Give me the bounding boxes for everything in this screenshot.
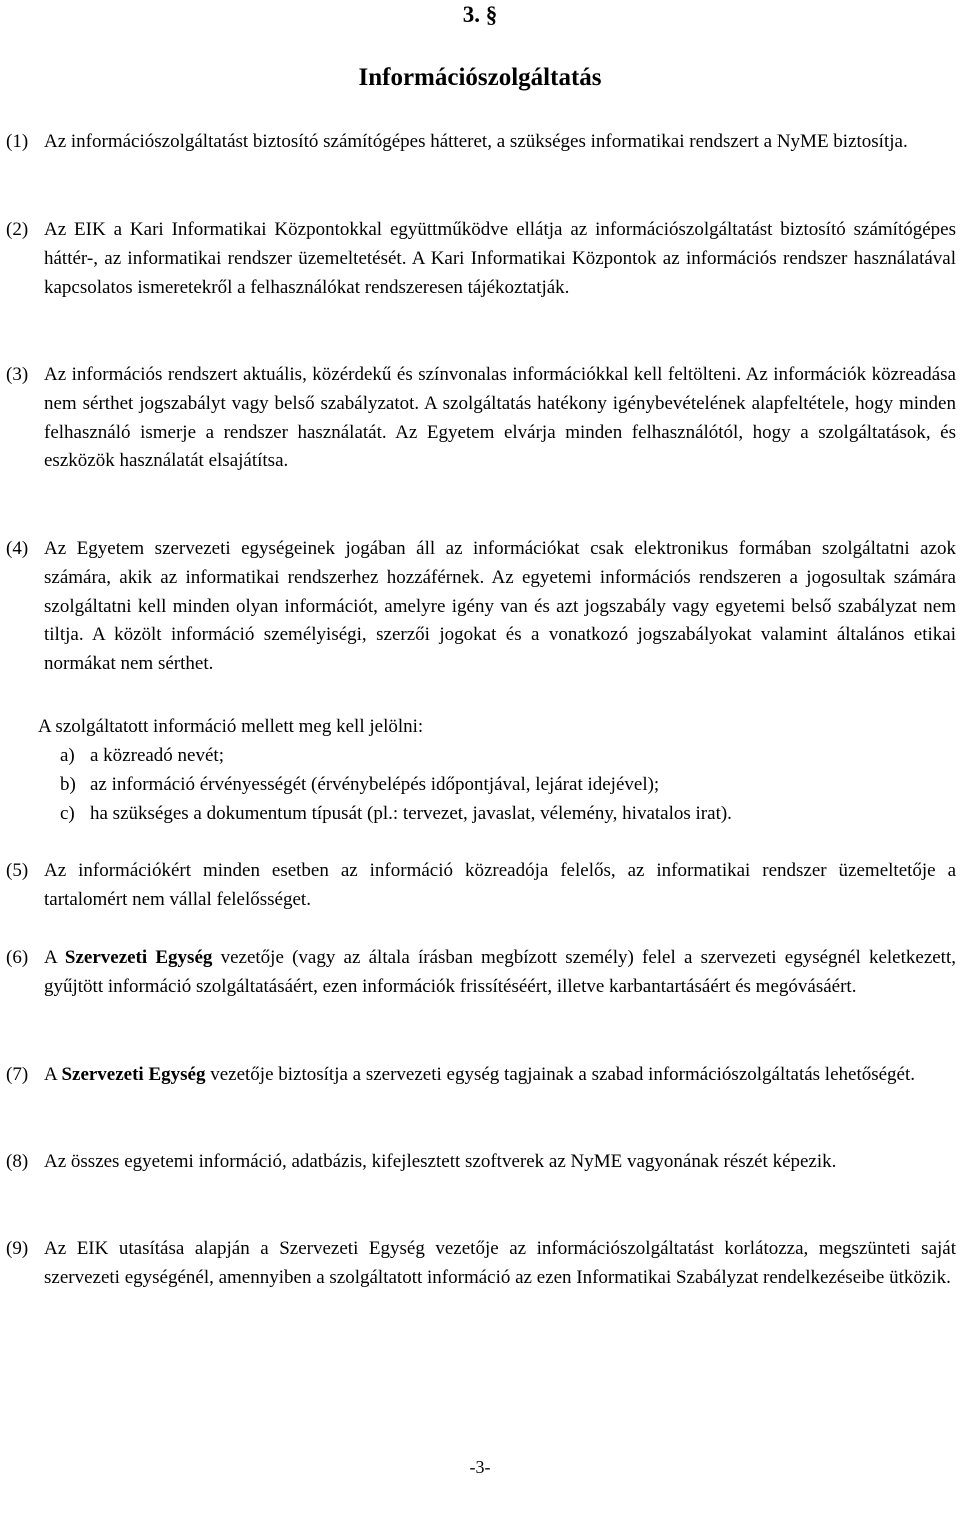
list-item-a	[60, 742, 956, 771]
paragraph-text-bold: Szervezeti Egység	[64, 947, 213, 968]
paragraph-text-bold: Szervezeti Egység	[61, 1064, 206, 1085]
paragraph-number: (4)	[6, 538, 29, 559]
list-item-b	[60, 771, 956, 800]
paragraph-5	[6, 857, 956, 915]
paragraph-number: (1)	[6, 131, 29, 152]
list-item-label: a)	[60, 745, 75, 766]
page-title: Információszolgáltatás	[358, 64, 602, 91]
paragraph-text: Az információszolgáltatást biztosító számítógépes hátteret, a szükséges informatikai rendszert a NyME biztosítja.	[44, 131, 908, 152]
paragraph-1	[6, 128, 956, 157]
page-number: -3-	[469, 1457, 491, 1477]
list-item-label: b)	[60, 774, 76, 795]
paragraph-4	[6, 535, 956, 679]
list-item-text: ha szükséges a dokumentum típusát (pl.: tervezet, javaslat, vélemény, hivatalos irat).	[90, 803, 732, 824]
paragraph-text: Az Egyetem szervezeti egységeinek jogában áll az információkat csak elektronikus formában szolgáltatni azok számára, akik az informatikai rendszerhez hozzáférnek. Az egyetemi információs rendszeren a jogosultak számára szolgáltatni kell minden olyan információt, amelyre igény van és azt jogszabály vagy egyetemi belső szabályzat nem tiltja. A közölt információ személyiségi, szerzői jogokat és a vonatkozó jogszabályokat valamint általános etikai normákat nem sérthet.	[44, 538, 956, 675]
paragraph-text	[44, 944, 956, 1002]
paragraph-number: (2)	[6, 219, 29, 240]
paragraph-number: (7)	[6, 1064, 29, 1085]
section-number-text: 3. §	[462, 2, 498, 27]
paragraph-text: Az információs rendszert aktuális, közérdekű és színvonalas információkkal kell feltölteni. Az információk közreadása nem sérthet jogszabályt vagy belső szabályzatot. A szolgáltatás hatékony igénybevételének alapfeltétele, hogy minden felhasználó ismerje a rendszer használatát. Az Egyetem elvárja minden felhasználótól, hogy a szolgáltatások, és eszközök használatát elsajátítsa.	[44, 364, 956, 472]
paragraph-number: (5)	[6, 860, 29, 881]
paragraph-text-pre: A	[44, 947, 65, 968]
paragraph-number: (9)	[6, 1238, 29, 1259]
paragraph-8	[6, 1148, 956, 1177]
paragraph-4-sub-intro: A szolgáltatott információ mellett meg kell jelölni:	[38, 716, 424, 737]
paragraph-3	[6, 361, 956, 476]
paragraph-text-post: vezetője biztosítja a szervezeti egység tagjainak a szabad információszolgáltatás lehetőségét.	[205, 1064, 916, 1085]
paragraph-text: Az EIK utasítása alapján a Szervezeti Egység vezetője az információszolgáltatást korlátozza, megszünteti saját szervezeti egységénél, amennyiben a szolgáltatott információ az ezen Informatikai Szabályzat rendelkezéseibe ütközik.	[44, 1238, 956, 1288]
paragraph-text-pre: A	[44, 1064, 62, 1085]
paragraph-number: (6)	[6, 947, 29, 968]
list-item-label: c)	[60, 803, 75, 824]
paragraph-7	[6, 1061, 956, 1090]
paragraph-2	[6, 216, 956, 302]
paragraph-number: (3)	[6, 364, 29, 385]
paragraph-text: Az összes egyetemi információ, adatbázis, kifejlesztett szoftverek az NyME vagyonának részét képezik.	[44, 1151, 837, 1172]
paragraph-text	[44, 1061, 956, 1090]
paragraph-text: Az EIK a Kari Informatikai Központokkal együttműködve ellátja az információszolgáltatást biztosító számítógépes háttér-, az informatikai rendszer üzemeltetését. A Kari Informatikai Központok az információs rendszer használatával kapcsolatos ismeretekről a felhasználókat rendszeresen tájékoztatják.	[44, 219, 956, 298]
paragraph-text-post: vezetője (vagy az általa írásban megbízott személy) felel a szervezeti egységnél keletkezett, gyűjtött információ szolgáltatásáért, ezen információk frissítéséért, illetve karbantartásáért és megóvásáért.	[44, 947, 956, 997]
section-number	[0, 0, 960, 30]
list-item-text: az információ érvényességét (érvénybelépés időpontjával, lejárat idejével);	[90, 774, 660, 795]
paragraph-6	[6, 944, 956, 1002]
paragraph-number: (8)	[6, 1151, 29, 1172]
paragraph-text: Az információkért minden esetben az információ közreadója felelős, az informatikai rendszer üzemeltetője a tartalomért nem vállal felelősséget.	[44, 860, 956, 910]
list-item-c	[60, 800, 956, 829]
paragraph-9	[6, 1235, 956, 1293]
list-item-text: a közreadó nevét;	[90, 745, 224, 766]
